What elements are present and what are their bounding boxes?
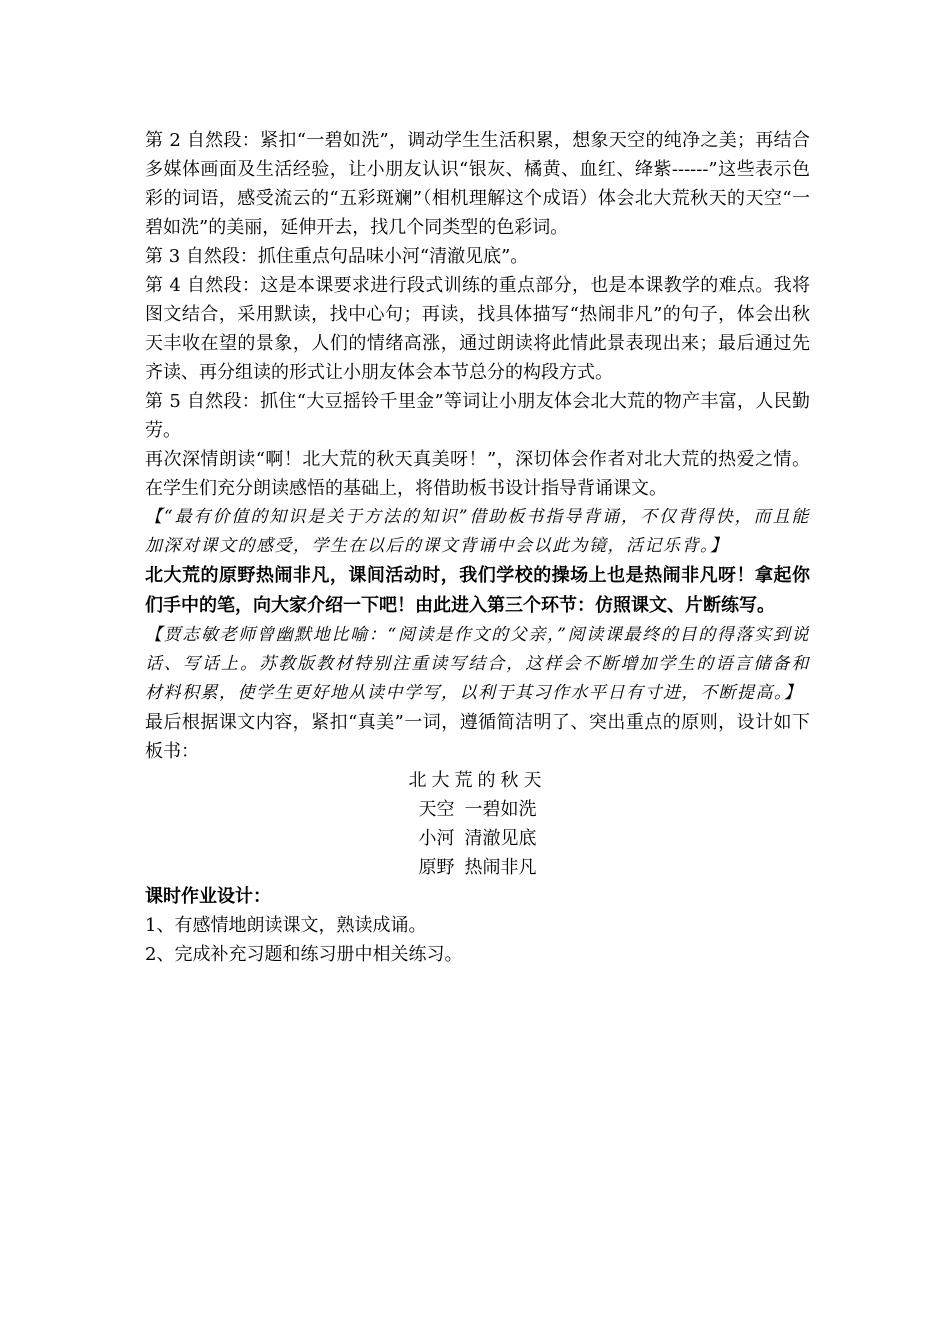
paragraph-5: 第 5 自然段：抓住“大豆摇铃千里金”等词让小朋友体会北大荒的物产丰富，人民勤劳。 — [145, 391, 810, 441]
paragraph-3: 第 3 自然段：抓住重点句品味小河“清澈见底”。 — [145, 246, 529, 267]
board-row-value: 清澈见底 — [464, 828, 537, 849]
board-row-value: 热闹非凡 — [464, 857, 537, 878]
board-row-value: 一碧如洗 — [464, 799, 537, 820]
board-row-label: 天空 — [418, 799, 455, 820]
homework-item-1: 1、有感情地朗读课文，熟读成诵。 — [145, 915, 427, 936]
board-row-river — [145, 824, 810, 853]
paragraph-board-intro: 最后根据课文内容，紧扣“真美”一词，遵循简洁明了、突出重点的原则，设计如下板书： — [145, 712, 810, 762]
board-row-label: 小河 — [418, 828, 455, 849]
paragraph-4: 第 4 自然段：这是本课要求进行段式训练的重点部分，也是本课教学的难点。我将图文结合，采用默读，找中心句；再读，找具体描写“热闹非凡”的句子，体会出秋天丰收在望的景象，人们的情绪高涨，通过朗读将此情此景表现出来；最后通过先齐读、再分组读的形式让小朋友体会本节总分的构段方式。 — [145, 275, 810, 383]
board-row-field — [145, 853, 810, 882]
document-body — [145, 126, 810, 969]
paragraph-2: 第 2 自然段：紧扣“一碧如洗”，调动学生生活积累，想象天空的纯净之美；再结合多媒体画面及生活经验，让小朋友认识“银灰、橘黄、血红、绛紫------”这些表示色彩的词语，感受流云的“五彩斑斓”（相机理解这个成语）体会北大荒秋天的天空“一碧如洗”的美丽，延伸开去，找几个同类型的色彩词。 — [145, 130, 810, 238]
bold-transition: 北大荒的原野热闹非凡，课间活动时，我们学校的操场上也是热闹非凡呀！拿起你们手中的笔，向大家介绍一下吧！由此进入第三个环节：仿照课文、片断练写。 — [145, 565, 810, 616]
homework-title: 课时作业设计： — [145, 886, 271, 907]
note-reading-writing: 【贾志敏老师曾幽默地比喻：“阅读是作文的父亲，”阅读课最终的目的得落实到说话、写话上。苏教版教材特别注重读写结合，这样会不断增加学生的语言储备和材料积累，使学生更好地从读中学写，以利于其习作水平日有寸进，不断提高。】 — [145, 625, 810, 703]
blackboard-design — [145, 766, 810, 882]
board-row-sky — [145, 795, 810, 824]
note-method: 【“最有价值的知识是关于方法的知识”借助板书指导背诵，不仅背得快，而且能加深对课文的感受，学生在以后的课文背诵中会以此为镜，活记乐背。】 — [145, 507, 810, 556]
homework-item-2: 2、完成补充习题和练习册中相关练习。 — [145, 944, 463, 965]
board-title: 北大荒的秋天 — [408, 770, 547, 791]
board-row-label: 原野 — [418, 857, 455, 878]
paragraph-reread: 再次深情朗读“啊！北大荒的秋天真美呀！”，深切体会作者对北大荒的热爱之情。在学生们充分朗读感悟的基础上，将借助板书设计指导背诵课文。 — [145, 449, 810, 499]
